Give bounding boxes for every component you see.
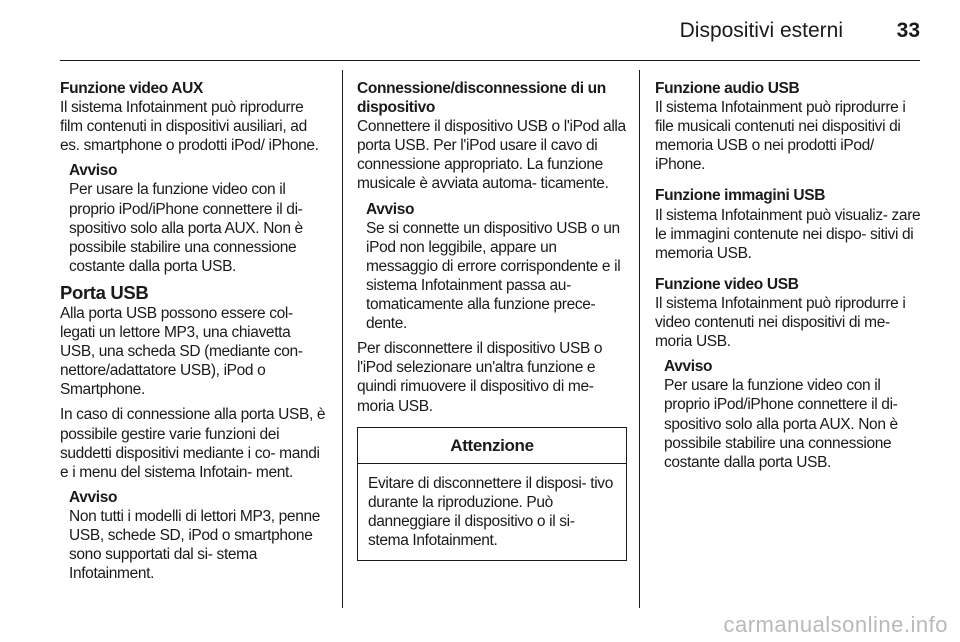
note-text: Per usare la funzione video con il proprio iPod/iPhone connettere il di- spositivo solo alla porta AUX. Non è possibile stabilire una connessione costante dalla porta USB. [664,377,898,471]
note-title: Avviso [664,358,713,376]
usb-port-text-2: In caso di connessione alla porta USB, è possibile gestire varie funzioni dei suddetti dispositivi mediante i co- mandi e i menu del sistema Infotain- ment. [60,406,326,481]
note-text: Non tutti i modelli di lettori MP3, penne USB, schede SD, iPod o smartphone sono supportati dal si- stema Infotainment. [69,507,321,583]
note-title: Avviso [69,488,118,506]
column-divider-2 [639,70,640,608]
disconnect-text: Per disconnettere il dispositivo USB o l'iPod selezionare un'altra funzione e quindi rimuovere il dispositivo di me- moria USB. [357,340,603,415]
warning-text: Evitare di disconnettere il disposi- tivo durante la riproduzione. Può danneggiare il dispositivo o il si- stema Infotainment. [368,474,613,549]
header-rule [60,60,920,61]
connect-note [366,200,627,334]
warning-box [357,427,627,561]
note-title: Avviso [366,200,415,218]
usb-images-heading: Funzione immagini USB [655,187,826,205]
connect-heading: Connessione/disconnessione di un dispositivo [357,80,606,117]
column-divider-1 [342,70,343,608]
usb-port-text-1: Alla porta USB possono essere col- legati un lettore MP3, una chiavetta USB, una scheda SD (mediante con- nettore/adattatore USB), iPod o Smartphone. [60,304,303,399]
column-2 [357,79,627,561]
note-text: Se si connette un dispositivo USB o un iPod non leggibile, appare un messaggio di errore corrispondente e il sistema Infotainment passa au- tomaticamente alla funzione prece- dente. [366,219,621,333]
connect-text: Connettere il dispositivo USB o l'iPod alla porta USB. Per l'iPod usare il cavo di connessione appropriato. La funzione musicale è avviata automa- ticamente. [357,118,626,193]
chapter-title: Dispositivi esterni [679,19,843,42]
aux-video-heading: Funzione video AUX [60,80,203,97]
usb-port-note [69,488,328,583]
column-3 [655,79,925,478]
usb-images-text: Il sistema Infotainment può visualiz- zare le immagini contenute nei dispo- sitivi di memoria USB. [655,206,921,262]
column-1 [60,79,328,589]
usb-audio-text: Il sistema Infotainment può riprodurre i file musicali contenuti nei dispositivi di memoria USB o nei prodotti iPod/ iPhone. [655,99,906,174]
usb-video-note [664,357,925,472]
usb-video-text: Il sistema Infotainment può riprodurre i video contenuti nei dispositivi di me- moria USB. [655,294,906,351]
note-text: Per usare la funzione video con il proprio iPod/iPhone connettere il di- spositivo solo alla porta AUX. Non è possibile stabilire una connessione costante dalla porta USB. [69,181,303,275]
aux-video-note [69,161,328,276]
watermark: carmanualsonline.info [723,612,948,637]
usb-audio-heading: Funzione audio USB [655,80,800,97]
page-number: 33 [896,19,920,42]
usb-video-heading: Funzione video USB [655,275,799,293]
aux-video-text: Il sistema Infotainment può riprodurre film contenuti in dispositivi ausiliari, ad es. smartphone o prodotti iPod/ iPhone. [60,99,319,155]
usb-port-heading: Porta USB [60,281,149,303]
warning-title: Attenzione [358,428,626,464]
note-title: Avviso [69,162,118,180]
